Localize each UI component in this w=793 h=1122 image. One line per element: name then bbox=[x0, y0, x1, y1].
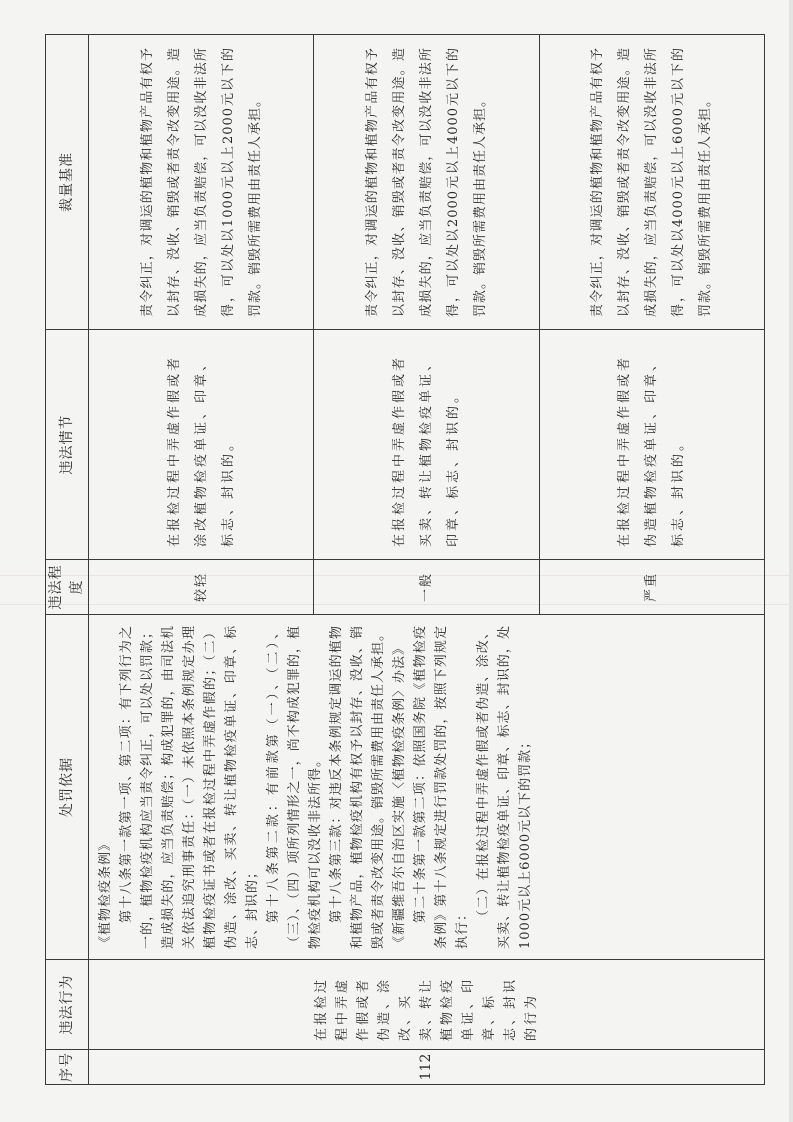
page-edge-shadow bbox=[789, 0, 793, 1122]
standard-cell: 责令纠正，对调运的植物和植物产品有权予以封存、没收、销毁或者责令改变用途。造成损失的，应当负责赔偿，可以没收非法所得，可以处以4000元以上6000元以下的罚款。销毁所需费用由责任人承担。 bbox=[539, 35, 764, 330]
penalty-basis bbox=[89, 615, 765, 960]
degree-cell: 严重 bbox=[539, 560, 764, 615]
header-number: 序号 bbox=[46, 1050, 89, 1085]
header-situation: 违法情节 bbox=[46, 330, 89, 560]
degree-cell: 较轻 bbox=[89, 560, 314, 615]
standard-cell: 责令纠正，对调运的植物和植物产品有权予以封存、没收、销毁或者责令改变用途。造成损失的，应当负责赔偿，可以没收非法所得，可以处以2000元以上4000元以下的罚款。销毁所需费用由责任人承担。 bbox=[314, 35, 539, 330]
penalty-standard-table bbox=[45, 34, 765, 1085]
basis-clause: 第十八条第二款：有前款第（一）、（二）、（三）、（四）项所列情形之一，尚不构成犯罪的，植物检疫机构可以没收非法所得。 bbox=[266, 625, 323, 949]
basis-clause: （二）在报检过程中弄虚作假或者伪造、涂改、买卖、转让植物检疫单证、印章、标志、封识的，处1000元以上6000元以下的罚款； bbox=[476, 625, 533, 949]
situation-cell: 在报检过程中弄虚作假或者买卖、转让植物检疫单证、印章、标志、封识的。 bbox=[314, 330, 539, 560]
violation-act: 在报检过程中弄虚作假或者伪造、涂改、买卖、转让植物检疫单证、印章、标志、封识的行为 bbox=[89, 960, 765, 1050]
basis-clause: 第十八条第一款第一项、第二项：有下列行为之一的，植物检疫机构应当责令纠正，可以处以罚款；造成损失的，应当负责赔偿；构成犯罪的，由司法机关依法追究刑事责任：（一）未依照本条例规定办理植物检疫证书或者在报检过程中弄虚作假的；（二）伪造、涂改、买卖、转让植物检疫单证、印章、标志、封识的； bbox=[119, 625, 260, 949]
situation-cell: 在报检过程中弄虚作假或者伪造植物检疫单证、印章、标志、封识的。 bbox=[539, 330, 764, 560]
basis-clause: 第二十条第一款第二项：依照国务院《植物检疫条例》第十八条规定进行罚款处罚的，按照下列规定执行： bbox=[413, 625, 470, 949]
table-row bbox=[89, 35, 314, 1085]
standard-cell: 责令纠正，对调运的植物和植物产品有权予以封存、没收、销毁或者责令改变用途。造成损失的，应当负责赔偿，可以没收非法所得，可以处以1000元以上2000元以下的罚款。销毁所需费用由责任人承担。 bbox=[89, 35, 314, 330]
header-degree: 违法程度 bbox=[46, 560, 89, 615]
header-act: 违法行为 bbox=[46, 960, 89, 1050]
row-number: 112 bbox=[89, 1050, 765, 1085]
rotated-page bbox=[45, 35, 765, 1085]
table-header-row bbox=[46, 35, 89, 1085]
header-basis: 处罚依据 bbox=[46, 615, 89, 960]
header-standard: 裁量基准 bbox=[46, 35, 89, 330]
basis-clause: 第十八条第三款：对违反本条例规定调运的植物和植物产品，植物检疫机构有权予以封存、没收、销毁或者责令改变用途。销毁所需费用由责任人承担。 bbox=[329, 625, 386, 949]
degree-cell: 一般 bbox=[314, 560, 539, 615]
basis-law-title: 《植物检疫条例》 bbox=[98, 836, 113, 949]
basis-law-title: 《新疆维吾尔自治区实施〈植物检疫条例〉办法》 bbox=[392, 640, 407, 949]
situation-cell: 在报检过程中弄虚作假或者涂改植物检疫单证、印章、标志、封识的。 bbox=[89, 330, 314, 560]
